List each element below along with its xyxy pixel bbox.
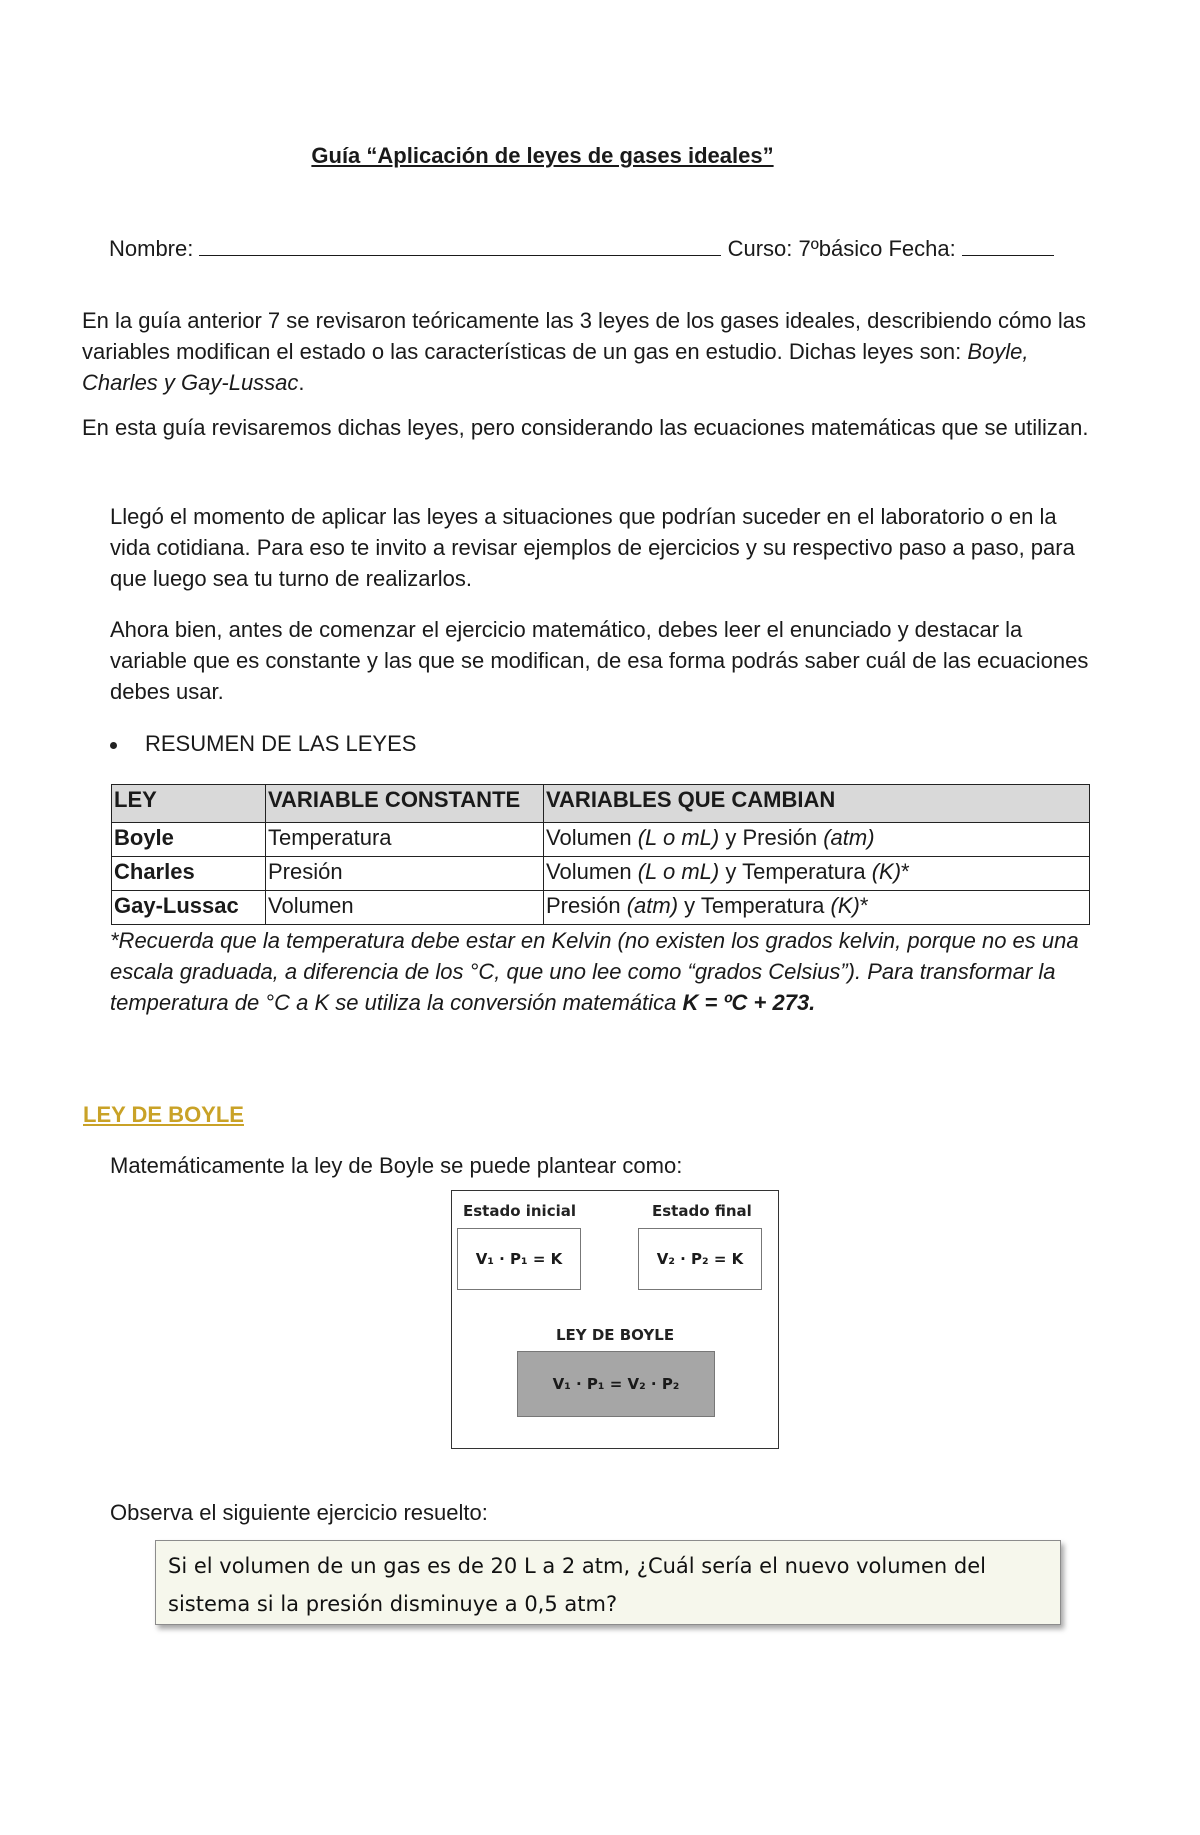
- page-title: Guía “Aplicación de leyes de gases ideales”: [311, 143, 774, 168]
- table-header-row: [112, 785, 1090, 823]
- intro-paragraph-4: Ahora bien, antes de comenzar el ejercicio matemático, debes leer el enunciado y destacar la variable que es constante y las que se modifican, de esa forma podrás saber cuál de las ecuaciones debes usar.: [110, 617, 1089, 704]
- table-row: [112, 823, 1090, 857]
- exercise-box: Si el volumen de un gas es de 20 L a 2 atm, ¿Cuál sería el nuevo volumen del sistema si la presión disminuye a 0,5 atm?: [155, 1540, 1061, 1625]
- changing-cell: Volumen (L o mL) y Temperatura (K)*: [544, 857, 1090, 891]
- constant-cell: Temperatura: [266, 823, 544, 857]
- kelvin-note: *Recuerda que la temperatura debe estar en Kelvin (no existen los grados kelvin, porque no es una escala graduada, a diferencia de los °C, que uno lee como “grados Celsius”). Para transformar la temperatura de °C a K se utiliza la conversión matemática K = ºC + 273.: [110, 928, 1079, 1015]
- boyle-equations-figure: [451, 1190, 779, 1449]
- date-blank[interactable]: [962, 235, 1054, 256]
- laws-summary-table: [111, 784, 1090, 925]
- constant-cell: Volumen: [266, 891, 544, 925]
- changing-cell: Presión (atm) y Temperatura (K)*: [544, 891, 1090, 925]
- constant-cell: Presión: [266, 857, 544, 891]
- name-line: [109, 233, 1054, 264]
- law-name-cell: Gay-Lussac: [112, 891, 266, 925]
- initial-state-label: Estado inicial: [463, 1202, 576, 1220]
- table-header-cell: LEY: [112, 785, 266, 823]
- law-name-cell: Charles: [112, 857, 266, 891]
- final-state-label: Estado final: [652, 1202, 752, 1220]
- final-state-equation: V₂ · P₂ = K: [638, 1228, 762, 1290]
- intro-paragraph-2: En esta guía revisaremos dichas leyes, pero considerando las ecuaciones matemáticas que se utilizan.: [82, 415, 1089, 440]
- initial-state-equation: V₁ · P₁ = K: [457, 1228, 581, 1290]
- changing-cell: Volumen (L o mL) y Presión (atm): [544, 823, 1090, 857]
- table-header-cell: VARIABLE CONSTANTE: [266, 785, 544, 823]
- observe-label: Observa el siguiente ejercicio resuelto:: [110, 1500, 488, 1525]
- boyle-law-equation: V₁ · P₁ = V₂ · P₂: [517, 1351, 715, 1417]
- intro-paragraph-3: Llegó el momento de aplicar las leyes a situaciones que podrían suceder en el laboratorio o en la vida cotidiana. Para eso te invito a revisar ejemplos de ejercicios y su respectivo paso a paso, para que luego sea tu turno de realizarlos.: [110, 504, 1075, 591]
- intro-paragraph-1: En la guía anterior 7 se revisaron teóricamente las 3 leyes de los gases ideales, describiendo cómo las variables modifican el estado o las características de un gas en estudio. Dichas leyes son: Boyle, Charles y Gay-Lussac.: [82, 308, 1086, 395]
- course-label: Curso: 7ºbásico Fecha:: [727, 236, 956, 261]
- boyle-heading: LEY DE BOYLE: [83, 1102, 244, 1127]
- boyle-intro: Matemáticamente la ley de Boyle se puede plantear como:: [110, 1153, 683, 1178]
- boyle-law-label: LEY DE BOYLE: [555, 1326, 675, 1344]
- summary-bullet: RESUMEN DE LAS LEYES: [110, 728, 416, 759]
- kelvin-formula: K = ºC + 273.: [682, 990, 816, 1015]
- name-label: Nombre:: [109, 236, 194, 261]
- bullet-dot-icon: [110, 742, 117, 749]
- table-row: [112, 857, 1090, 891]
- name-blank[interactable]: [199, 235, 721, 256]
- table-row: [112, 891, 1090, 925]
- table-header-cell: VARIABLES QUE CAMBIAN: [544, 785, 1090, 823]
- law-name-cell: Boyle: [112, 823, 266, 857]
- laws-list: Boyle, Charles y Gay-Lussac: [82, 339, 1029, 395]
